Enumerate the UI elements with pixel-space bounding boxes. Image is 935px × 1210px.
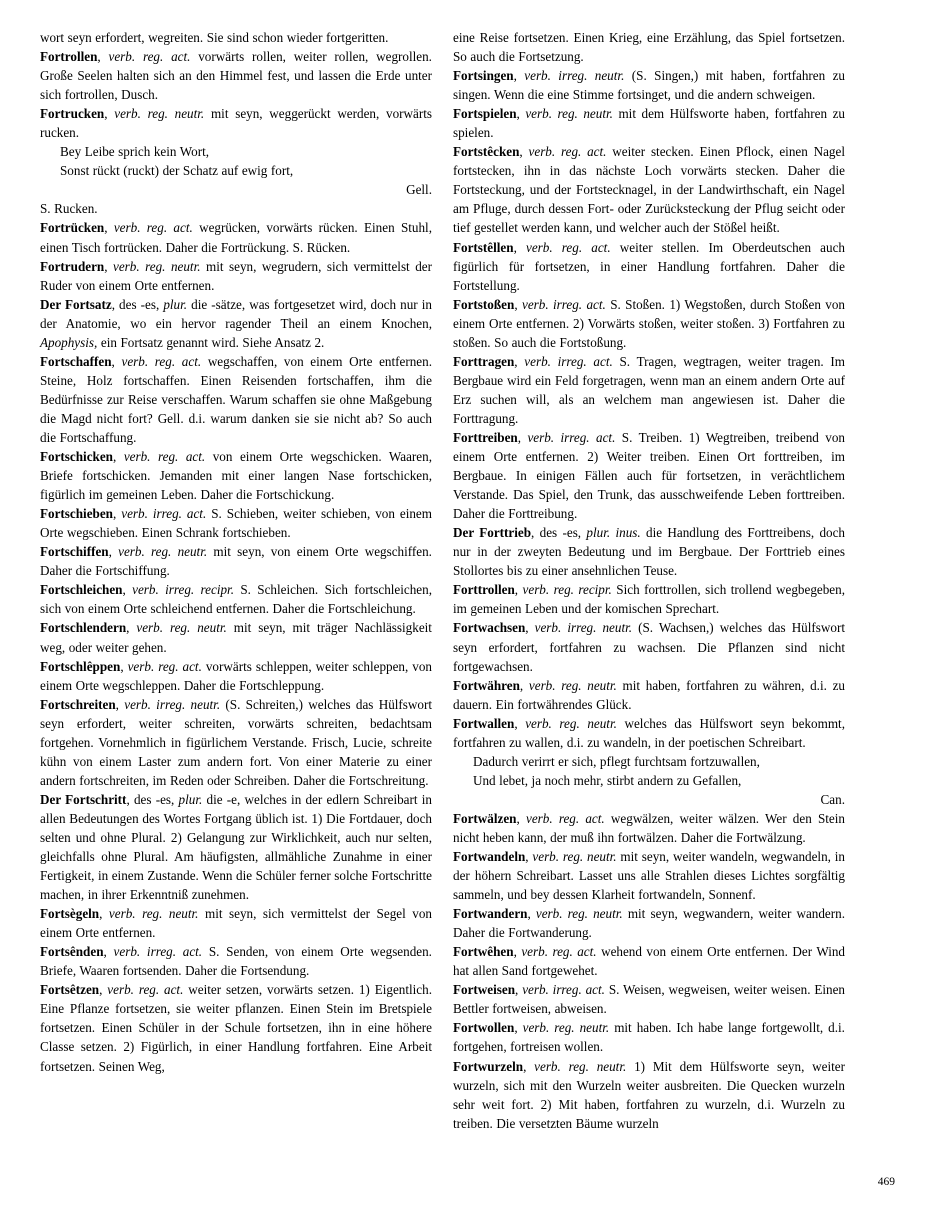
verse-line: Sonst rückt (ruckt) der Schatz auf ewig fort,	[60, 163, 294, 179]
dictionary-entry: Fortsingen, verb. irreg. neutr. (S. Singen,) mit haben, fortfahren zu singen. Wenn die eine Stimme fortsinget, und die andern schweigen.	[453, 68, 845, 103]
dictionary-entry: Fortwallen, verb. reg. neutr. welches das Hülfswort seyn bekommt, fortfahren zu wallen, d.i. zu wandeln, in der poetischen Schreibart.	[453, 715, 845, 750]
dictionary-entry: Fortstêllen, verb. reg. act. weiter stellen. Im Oberdeutschen auch figürlich für fortsetzen, in einer Handlung fortfahren. Daher die Fortstellung.	[453, 239, 845, 293]
dictionary-entry: Fortschlêppen, verb. reg. act. vorwärts schleppen, weiter schleppen, von einem Orte wegschleppen. Daher die Fortschleppung.	[40, 658, 432, 693]
entry-headword: Fortwallen	[453, 715, 515, 731]
entry-grammar: verb. reg. recipr.	[522, 582, 612, 598]
dictionary-entry: Fortschlendern, verb. reg. neutr. mit seyn, mit träger Nachlässigkeit weg, oder weiter gehen.	[40, 620, 432, 655]
dictionary-entry: Fortsênden, verb. irreg. act. S. Senden, von einem Orte wegsenden. Briefe, Waaren fortsenden. Daher die Fortsendung.	[40, 944, 432, 979]
dictionary-entry: Fortschaffen, verb. reg. act. wegschaffen, von einem Orte entfernen. Steine, Holz fortschaffen. Einen Reisenden fortschaffen, ihm die Bedürfnisse zur Reise verschaffen. Warum schaffen sie ohne Maßgebung die Magd nicht fort? Gell. d.i. warum danken sie sie nicht ab? So auch die Fortschaffung.	[40, 353, 432, 445]
dictionary-entry: Fortwandern, verb. reg. neutr. mit seyn, wegwandern, weiter wandern. Daher die Fortwanderung.	[453, 906, 845, 941]
entry-grammar: verb. irreg. act.	[524, 353, 613, 369]
entry-headword: Fortschiffen	[40, 544, 109, 560]
entry-grammar: verb. reg. neutr.	[532, 849, 617, 865]
entry-grammar: verb. reg. act.	[521, 944, 597, 960]
entry-headword: Fortwälzen	[453, 810, 517, 826]
entry-grammar: verb. reg. act.	[528, 144, 607, 160]
entry-headword: Fortwandeln	[453, 849, 526, 865]
dictionary-entry: Forttrollen, verb. reg. recipr. Sich forttrollen, sich trollend wegbegeben, im gemeinen Leben und der komischen Sprechart.	[453, 582, 845, 617]
entry-headword: Fortsègeln	[40, 906, 100, 922]
entry-headword: Fortwêhen	[453, 944, 514, 960]
entry-headword: Fortwandern	[453, 906, 528, 922]
dictionary-entry: Fortwähren, verb. reg. neutr. mit haben, fortfahren zu währen, d.i. zu dauern. Ein fortwährendes Glück.	[453, 677, 845, 712]
dictionary-entry: Forttragen, verb. irreg. act. S. Tragen, wegtragen, weiter tragen. Im Bergbaue wird ein Feld forgetragen, wenn man an einem andern Orte auf Erz suchen will, als an welchem man angewiesen ist. Daher die Forttragung.	[453, 353, 845, 426]
entry-grammar: plur.	[178, 791, 203, 807]
entry-grammar: plur.	[163, 296, 188, 312]
dictionary-entry: Fortsègeln, verb. reg. neutr. mit seyn, sich vermittelst der Segel von einem Orte entfernen.	[40, 906, 432, 941]
entry-grammar: verb. reg. act.	[113, 220, 193, 236]
entry-grammar: verb. irreg. neutr.	[124, 696, 221, 712]
dictionary-entry: Fortwurzeln, verb. reg. neutr. 1) Mit dem Hülfsworte seyn, weiter wurzeln, sich mit den Wurzeln weiter ausbreiten. Die Quecken wurzeln sehr weit fort. 2) Mit haben, fortfahren zu wurzeln, d.i. Wurzeln zu treiben. Die versetzten Bäume wurzeln	[453, 1058, 845, 1131]
entry-grammar: plur. inus.	[586, 525, 641, 541]
two-column-body	[40, 28, 895, 1133]
entry-headword: Fortrudern	[40, 258, 105, 274]
entry-headword: Fortschreiten	[40, 696, 116, 712]
entry-grammar: verb. reg. neutr.	[528, 677, 617, 693]
entry-headword: Fortschieben	[40, 506, 113, 522]
entry-headword: Fortstoßen	[453, 296, 515, 312]
entry-headword: Fortschleichen	[40, 582, 123, 598]
dictionary-entry: Fortwandeln, verb. reg. neutr. mit seyn, weiter wandeln, wegwandeln, in der höhern Schreibart. Lasset uns alle Strahlen dieses Lichtes sorgfältig sammeln, und bey dessen Klarheit fortwandeln, Sonnenf.	[453, 849, 845, 903]
entry-headword: Der Fortschritt	[40, 791, 127, 807]
entry-grammar: verb. reg. neutr.	[535, 906, 623, 922]
entry-headword: Fortwollen	[453, 1020, 515, 1036]
dictionary-entry: Fortspielen, verb. reg. neutr. mit dem Hülfsworte haben, fortfahren zu spielen.	[453, 106, 845, 141]
entry-grammar: verb. reg. act.	[121, 353, 202, 369]
verse-line: Und lebet, ja noch mehr, stirbt andern zu Gefallen,	[473, 772, 742, 788]
left-text-column	[40, 28, 432, 1076]
entry-grammar: verb. irreg. recipr.	[132, 582, 234, 598]
entry-headword: Fortstêcken	[453, 144, 520, 160]
entry-grammar: verb. reg. neutr.	[136, 620, 227, 636]
entry-grammar: verb. reg. neutr.	[118, 544, 208, 560]
dictionary-entry: Forttreiben, verb. irreg. act. S. Treiben. 1) Wegtreiben, treibend von einem Orte entfernen. 2) Weiter treiben. Einen Ort forttreiben, im Bergbaue. In einigen Fällen auch für fortsetzen, in verächtlichem Verstande. Das Spiel, den Trunk, das ausschweifende Leben forttreiben. Daher die Forttreibung.	[453, 429, 845, 522]
entry-headword: Forttreiben	[453, 429, 518, 445]
entry-headword: Fortrucken	[40, 106, 105, 122]
entry-grammar: verb. reg. act.	[123, 449, 206, 465]
entry-grammar: verb. reg. act.	[107, 982, 184, 998]
dictionary-entry: Fortstêcken, verb. reg. act. weiter stecken. Einen Pflock, einen Nagel fortstecken, ihn in das nächste Loch vorwärts stecken. Daher die Fortsteckung, und der Fortstecknagel, in der Landwirthschaft, ein Nagel am Pfluge, durch dessen Fort- oder Zurücksteckung der Pflug seicht oder tief gestellet werden kann, und welcher auch der Stößel heißt.	[453, 144, 845, 236]
entry-grammar: verb. reg. act.	[526, 239, 611, 255]
dictionary-entry: Fortschicken, verb. reg. act. von einem Orte wegschicken. Waaren, Briefe fortschicken. Jemanden mit einer langen Nase fortschicken, figürlich im gemeinen Leben. Daher die Fortschickung.	[40, 449, 432, 503]
entry-headword: Fortweisen	[453, 982, 516, 998]
entry-continuation: wort seyn erfordert, wegreiten. Sie sind schon wieder fortgeritten.	[40, 30, 389, 45]
entry-headword: Forttrollen	[453, 582, 515, 598]
entry-headword: Der Fortsatz	[40, 296, 112, 312]
entry-grammar: verb. reg. neutr.	[113, 258, 201, 274]
entry-headword: Fortsêtzen	[40, 982, 100, 998]
verse-line: Bey Leibe sprich kein Wort,	[60, 144, 210, 160]
entry-headword: Forttragen	[453, 353, 515, 369]
dictionary-entry: Der Fortsatz, des -es, plur. die -sätze, was fortgesetzet wird, doch nur in der Anatomie, wo ein hervor ragender Theil an einem Knochen, Apophysis, ein Fortsatz genannt wird. Siehe Ansatz 2.	[40, 296, 432, 350]
verse-attribution: Can.	[820, 791, 845, 807]
entry-headword: Fortwähren	[453, 677, 520, 693]
dictionary-entry: Fortschiffen, verb. reg. neutr. mit seyn, von einem Orte wegschiffen. Daher die Fortschiffung.	[40, 544, 432, 579]
dictionary-entry: Fortwêhen, verb. reg. act. wehend von einem Orte entfernen. Der Wind hat allen Sand fortgewehet.	[453, 944, 845, 979]
entry-headword: Fortwachsen	[453, 620, 526, 636]
dictionary-entry: Fortrucken, verb. reg. neutr. mit seyn, weggerückt werden, vorwärts rucken.	[40, 106, 432, 141]
entry-grammar: verb. irreg. act.	[522, 982, 605, 998]
dictionary-entry: Fortwollen, verb. reg. neutr. mit haben. Ich habe lange fortgewollt, d.i. fortgehen, fortreisen wollen.	[453, 1020, 845, 1055]
page-number: 469	[877, 1176, 895, 1188]
entry-headword: Fortsingen	[453, 68, 514, 84]
entry-grammar: verb. reg. neutr.	[534, 1058, 627, 1074]
entry-grammar: verb. reg. neutr.	[108, 906, 199, 922]
entry-continuation: eine Reise fortsetzen. Einen Krieg, eine Erzählung, das Spiel fortsetzen. So auch die Fortsetzung.	[453, 30, 845, 65]
entry-headword: Fortspielen	[453, 106, 517, 122]
dictionary-entry: Fortstoßen, verb. irreg. act. S. Stoßen. 1) Wegstoßen, durch Stoßen von einem Orte entfernen. 2) Vorwärts stoßen, weiter stoßen. 3) Fortfahren zu stoßen. So auch die Fortstoßung.	[453, 296, 845, 350]
entry-grammar: verb. irreg. act.	[113, 944, 203, 960]
entry-headword: Fortrollen	[40, 49, 98, 65]
dictionary-entry: Fortwälzen, verb. reg. act. wegwälzen, weiter wälzen. Wer den Stein nicht heben kann, der muß ihn fortwälzen. Daher die Fortwälzung.	[453, 810, 845, 845]
entry-headword: Fortschicken	[40, 449, 113, 465]
entry-continuation: S. Rucken.	[40, 201, 98, 217]
verse-line: Dadurch verirrt er sich, pflegt furchtsam fortzuwallen,	[473, 753, 760, 769]
dictionary-entry: Fortwachsen, verb. irreg. neutr. (S. Wachsen,) welches das Hülfswort seyn erfordert, fortfahren zu wachsen. Die Pflanzen sind nicht fortgewachsen.	[453, 620, 845, 674]
dictionary-entry: Der Fortschritt, des -es, plur. die -e, welches in der edlern Schreibart in allen Bedeutungen des Wortes Fortgang üblich ist. 1) Die Fortdauer, doch selten und ohne Plural. 2) Gelangung zur Wirklichkeit, auch nur selten, gleichfalls ohne Plural. Am häufigsten, allmähliche Zunahme in einer Fertigkeit, in einem Zustande. Wenn die Schüler ferner solche Fortschritte machen, in ihrer Erkenntniß zunehmen.	[40, 791, 432, 903]
entry-headword: Fortschlêppen	[40, 658, 121, 674]
entry-headword: Der Forttrieb	[453, 525, 532, 541]
entry-headword: Fortschaffen	[40, 353, 112, 369]
entry-grammar: verb. reg. neutr.	[525, 106, 613, 122]
dictionary-entry: Fortrollen, verb. reg. act. vorwärts rollen, weiter rollen, wegrollen. Große Seelen halten sich an den Himmel fest, und lassen die Erde unter sich fortrollen, Dusch.	[40, 49, 432, 103]
dictionary-entry: Fortweisen, verb. irreg. act. S. Weisen, wegweisen, weiter weisen. Einen Bettler fortweisen, abweisen.	[453, 982, 845, 1017]
entry-grammar: verb. reg. act.	[108, 49, 191, 65]
entry-headword: Fortrücken	[40, 220, 105, 236]
entry-grammar: verb. irreg. act.	[522, 296, 606, 312]
entry-grammar: verb. irreg. neutr.	[524, 68, 625, 84]
entry-grammar: verb. reg. neutr.	[114, 106, 205, 122]
right-text-column	[453, 28, 845, 1133]
dictionary-entry: Fortrücken, verb. reg. act. wegrücken, vorwärts rücken. Einen Stuhl, einen Tisch fortrücken. Daher die Fortrückung. S. Rücken.	[40, 220, 432, 255]
entry-headword: Fortsênden	[40, 944, 104, 960]
dictionary-entry: Fortsêtzen, verb. reg. act. weiter setzen, vorwärts setzen. 1) Eigentlich. Eine Pflanze fortsetzen, sie weiter pflanzen. Einen Stein im Bretspiele fortsetzen. Einen Schüler in der Schule fortsetzen, ihn in eine höhere Classe setzen. 2) Figürlich, in einer Handlung fortfahren. Eine Arbeit fortsetzen. Seinen Weg,	[40, 982, 432, 1074]
entry-headword: Fortschlendern	[40, 620, 127, 636]
dictionary-entry: Fortrudern, verb. reg. neutr. mit seyn, wegrudern, sich vermittelst der Ruder von einem Orte entfernen.	[40, 258, 432, 293]
entry-grammar: verb. reg. act.	[127, 658, 202, 674]
dictionary-entry: Fortschleichen, verb. irreg. recipr. S. Schleichen. Sich fortschleichen, sich von einem Orte schleichend entfernen. Daher die Fortschleichung.	[40, 582, 432, 617]
verse-attribution: Gell.	[406, 182, 432, 198]
entry-headword: Fortwurzeln	[453, 1058, 524, 1074]
entry-grammar: verb. irreg. act.	[527, 429, 616, 445]
dictionary-entry: Fortschieben, verb. irreg. act. S. Schieben, weiter schieben, von einem Orte wegschieben. Einen Schrank fortschieben.	[40, 506, 432, 541]
entry-grammar: verb. reg. act.	[526, 810, 605, 826]
entry-grammar: verb. irreg. neutr.	[534, 620, 633, 636]
entry-headword: Fortstêllen	[453, 239, 514, 255]
dictionary-entry: Fortschreiten, verb. irreg. neutr. (S. Schreiten,) welches das Hülfswort seyn erfordert, weiter schreiten, vorwärts schreiten, bedachtsam fortgehen. Vornehmlich in figürlichem Verstande. Frisch, Lucie, schreite kühn von einem Laster zum andern fort. Von einer Materie zu einer andern fortschreiten, im Reden oder Schreiben. Daher die Fortschreitung.	[40, 696, 432, 788]
entry-grammar: verb. reg. neutr.	[522, 1020, 610, 1036]
dictionary-entry: Der Forttrieb, des -es, plur. inus. die Handlung des Forttreibens, doch nur in der zweyten Bedeutung und im Bergbaue. Der Forttrieb eines Stollortes bis zu einer ansehnlichen Teuse.	[453, 525, 845, 579]
entry-latin-term: Apophysis,	[40, 334, 98, 350]
entry-grammar: verb. reg. neutr.	[525, 715, 617, 731]
entry-grammar: verb. irreg. act.	[121, 506, 207, 522]
